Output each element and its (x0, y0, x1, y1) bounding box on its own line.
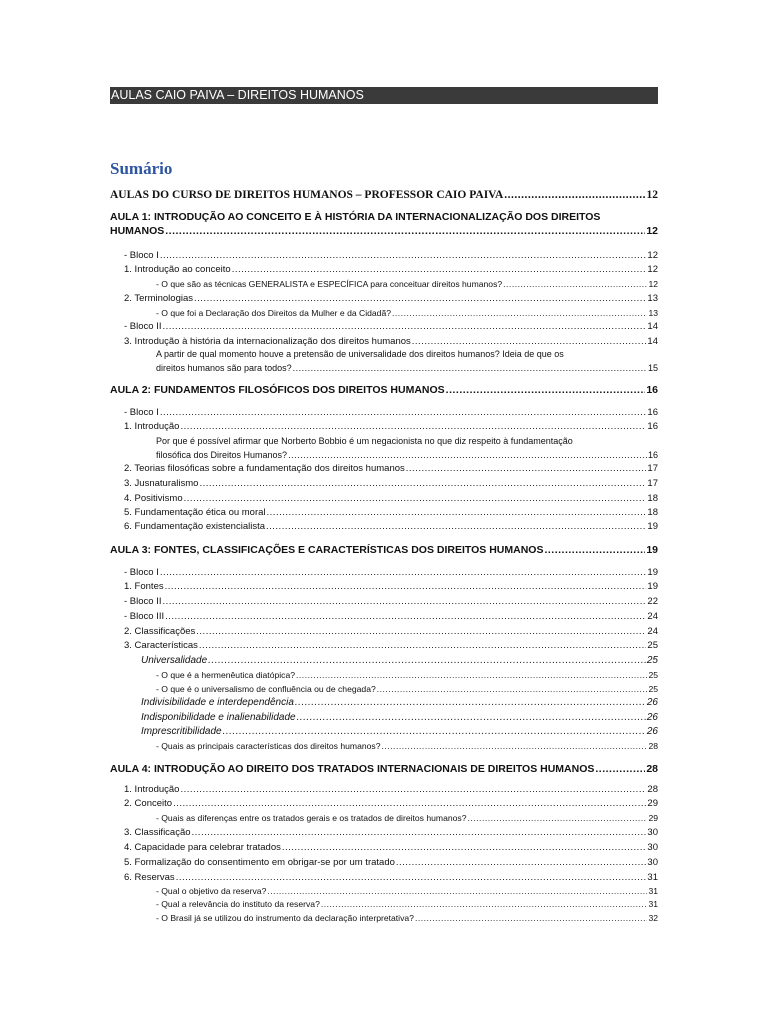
toc-heading: Sumário (110, 159, 173, 178)
toc-entry-title: 2. Conceito (124, 798, 173, 809)
toc-entry[interactable] (156, 912, 658, 924)
toc-entry[interactable] (110, 188, 658, 202)
toc-entry-title: Por que é possível afirmar que Norberto Bobbio é um negacionista no que diz respeito à fundamentação (156, 436, 573, 446)
toc-entry-title: AULA 4: INTRODUÇÃO AO DIREITO DOS TRATADOS INTERNACIONAIS DE DIREITOS HUMANOS (110, 763, 595, 775)
toc-entry[interactable] (124, 580, 658, 593)
toc-entry-page: 25 (648, 684, 658, 694)
toc-entry[interactable] (124, 566, 658, 579)
toc-entry-title: - Bloco III (124, 611, 165, 622)
dot-leader (199, 639, 647, 652)
toc-entry-title: 2. Classificações (124, 626, 196, 637)
toc-entry-text-block (110, 210, 658, 238)
dot-leader (232, 263, 647, 276)
toc-entry[interactable] (124, 841, 658, 854)
toc-entry-page: 29 (647, 798, 658, 809)
toc-entry-page: 25 (647, 640, 658, 651)
dot-leader (180, 783, 646, 796)
dot-leader (415, 912, 647, 924)
toc-entry[interactable] (110, 543, 658, 557)
toc-entry-title: - O que foi a Declaração dos Direitos da Mulher e da Cidadã? (156, 308, 392, 318)
toc-entry-page: 13 (648, 308, 658, 318)
dot-leader (165, 610, 646, 623)
dot-leader (468, 812, 648, 824)
toc-entry-title: Indisponibilidade e inalienabilidade (141, 712, 296, 723)
toc-entry[interactable] (124, 610, 658, 623)
toc-entry-page: 30 (647, 827, 658, 838)
toc-entry[interactable] (156, 434, 658, 462)
dot-leader (377, 683, 648, 695)
toc-entry[interactable] (156, 885, 658, 897)
toc-entry-page: 19 (647, 521, 658, 532)
header-title: AULAS CAIO PAIVA – DIREITOS HUMANOS (111, 88, 364, 102)
dot-leader (192, 826, 647, 839)
toc-entry-title: - O que são as técnicas GENERALISTA e ESPECÍFICA para conceituar direitos humanos? (156, 279, 503, 289)
dot-leader (165, 224, 645, 238)
toc-entry-page: 26 (646, 697, 658, 708)
dot-leader (267, 885, 647, 897)
toc-entry[interactable] (156, 669, 658, 681)
toc-entry-title: 5. Fundamentação ética ou moral (124, 507, 266, 518)
toc-entry-page: 17 (647, 478, 658, 489)
dot-leader (296, 669, 647, 681)
toc-entry[interactable] (124, 420, 658, 433)
toc-entry[interactable] (124, 520, 658, 533)
dot-leader (180, 420, 646, 433)
toc-entry[interactable] (124, 492, 658, 505)
toc-entry-page: 18 (647, 507, 658, 518)
dot-leader (396, 856, 647, 869)
toc-entry-title-continued: HUMANOS (110, 225, 165, 237)
toc-entry[interactable] (124, 826, 658, 839)
dot-leader (293, 361, 647, 375)
toc-entry[interactable] (156, 278, 658, 290)
toc-entry-page: 15 (647, 363, 658, 373)
toc-entry-title: - Bloco I (124, 567, 159, 578)
toc-entry-page: 17 (647, 463, 658, 474)
toc-entry-page: 26 (646, 726, 658, 737)
toc-entry[interactable] (124, 506, 658, 519)
toc-entry-title-continued: direitos humanos são para todos? (156, 363, 292, 373)
toc-entry[interactable] (124, 263, 658, 276)
toc-entry-title: - Quais as diferenças entre os tratados gerais e os tratados de direitos humanos? (156, 813, 467, 823)
toc-entry-title: 4. Positivismo (124, 493, 183, 504)
toc-entry-title: - Qual o objetivo da reserva? (156, 886, 267, 896)
toc-entry-title: - O que é a hermenêutica diatópica? (156, 670, 296, 680)
toc-entry-title: AULA 1: INTRODUÇÃO AO CONCEITO E À HISTÓRIA DA INTERNACIONALIZAÇÃO DOS DIREITOS (110, 211, 601, 223)
dot-leader (173, 797, 646, 810)
toc-entry-title-continued: filosófica dos Direitos Humanos? (156, 450, 288, 460)
toc-entry[interactable] (124, 292, 658, 305)
toc-entry[interactable] (124, 320, 658, 333)
toc-entry-title: 2. Teorias filosóficas sobre a fundamentação dos direitos humanos (124, 463, 405, 474)
dot-leader (321, 898, 648, 910)
toc-entry-page: 31 (648, 886, 658, 896)
toc-entry[interactable] (141, 711, 658, 724)
toc-entry[interactable] (124, 871, 658, 884)
toc-entry-second-line (110, 224, 658, 238)
toc-entry-page: 19 (646, 544, 658, 556)
dot-leader (160, 566, 647, 579)
toc-entry[interactable] (124, 783, 658, 796)
toc-entry[interactable] (124, 639, 658, 652)
toc-entry-title: - Bloco II (124, 321, 162, 332)
toc-entry-title: 1. Fontes (124, 581, 164, 592)
toc-entry-page: 31 (647, 872, 658, 883)
toc-entry-page: 28 (646, 763, 658, 775)
toc-entry[interactable] (124, 625, 658, 638)
toc-entry-page: 26 (646, 712, 658, 723)
toc-entry-page: 14 (647, 321, 658, 332)
toc-entry-page: 30 (647, 857, 658, 868)
dot-leader (165, 580, 647, 593)
toc-entry[interactable] (156, 898, 658, 910)
toc-entry-page: 29 (648, 813, 658, 823)
dot-leader (199, 477, 646, 490)
toc-entry[interactable] (124, 797, 658, 810)
toc-entry[interactable] (110, 762, 658, 776)
dot-leader (194, 292, 646, 305)
toc-entry-page: 32 (648, 913, 658, 923)
dot-leader (196, 625, 646, 638)
dot-leader (595, 762, 645, 776)
dot-leader (176, 871, 647, 884)
toc-entry[interactable] (156, 307, 658, 319)
toc-entry[interactable] (124, 462, 658, 475)
toc-entry-text-block (156, 434, 658, 462)
dot-leader (160, 249, 647, 262)
toc-entry-title: - Bloco II (124, 596, 162, 607)
toc-entry-page: 28 (648, 741, 658, 751)
dot-leader (160, 406, 647, 419)
toc-entry-page: 12 (647, 250, 658, 261)
toc-entry-title: Imprescritibilidade (141, 726, 222, 737)
dot-leader (282, 841, 647, 854)
toc-entry-title: - Bloco I (124, 407, 159, 418)
toc-entry-title: AULA 3: FONTES, CLASSIFICAÇÕES E CARACTERÍSTICAS DOS DIREITOS HUMANOS (110, 544, 544, 556)
toc-entry[interactable] (156, 683, 658, 695)
toc-entry[interactable] (124, 477, 658, 490)
toc-entry[interactable] (156, 347, 658, 375)
toc-entry-second-line (156, 361, 658, 375)
toc-entry[interactable] (110, 383, 658, 397)
toc-entry-title: AULAS DO CURSO DE DIREITOS HUMANOS – PROFESSOR CAIO PAIVA (110, 189, 504, 201)
dot-leader (267, 506, 647, 519)
toc-entry-page: 13 (647, 293, 658, 304)
toc-entry[interactable] (124, 406, 658, 419)
toc-entry-title: 4. Capacidade para celebrar tratados (124, 842, 281, 853)
toc-entry-page: 19 (647, 581, 658, 592)
dot-leader (406, 462, 647, 475)
toc-entry-page: 30 (647, 842, 658, 853)
dot-leader (288, 448, 647, 462)
toc-entry-title: A partir de qual momento houve a pretensão de universalidade dos direitos humanos? Ideia de que os (156, 349, 564, 359)
dot-leader (297, 711, 646, 724)
toc-entry-text-block (156, 347, 658, 375)
toc-entry-second-line (156, 448, 658, 462)
toc-entry-page: 19 (647, 567, 658, 578)
toc-entry[interactable] (110, 210, 658, 238)
toc-entry-page: 16 (647, 421, 658, 432)
toc-entry-title: - O Brasil já se utilizou do instrumento da declaração interpretativa? (156, 913, 414, 923)
toc-entry-page: 18 (647, 493, 658, 504)
toc-entry-page: 24 (647, 626, 658, 637)
toc-entry-title: 3. Classificação (124, 827, 191, 838)
toc-entry-title: AULA 2: FUNDAMENTOS FILOSÓFICOS DOS DIREITOS HUMANOS (110, 384, 445, 396)
toc-entry-title: - O que é o universalismo de confluência ou de chegada? (156, 684, 376, 694)
dot-leader (446, 383, 646, 397)
dot-leader (382, 740, 648, 752)
dot-leader (295, 696, 646, 709)
toc-entry-title: - Bloco I (124, 250, 159, 261)
toc-entry-title: Indivisibilidade e interdependência (141, 697, 294, 708)
toc-entry-page: 12 (646, 225, 658, 237)
toc-entry[interactable] (141, 654, 658, 667)
toc-entry-page: 12 (646, 189, 658, 201)
toc-entry[interactable] (124, 249, 658, 262)
toc-entry-title: 2. Terminologias (124, 293, 194, 304)
toc-entry-title: 1. Introdução (124, 421, 180, 432)
toc-entry-title: Universalidade (141, 655, 208, 666)
toc-entry[interactable] (156, 812, 658, 824)
dot-leader (208, 654, 646, 667)
dot-leader (544, 543, 645, 557)
toc-entry-title: 3. Características (124, 640, 198, 651)
toc-entry[interactable] (124, 595, 658, 608)
toc-entry-title: 3. Jusnaturalismo (124, 478, 199, 489)
toc-entry-page: 16 (647, 450, 658, 460)
toc-entry-title: - Quais as principais características dos direitos humanos? (156, 741, 381, 751)
toc-entry-page: 25 (646, 655, 658, 666)
dot-leader (223, 725, 646, 738)
toc-entry[interactable] (124, 856, 658, 869)
dot-leader (163, 595, 647, 608)
dot-leader (266, 520, 646, 533)
toc-entry-page: 12 (647, 264, 658, 275)
dot-leader (392, 307, 647, 319)
toc-entry-page: 22 (647, 596, 658, 607)
toc-entry[interactable] (141, 725, 658, 738)
toc-entry-title: 6. Reservas (124, 872, 175, 883)
toc-entry-title: 1. Introdução (124, 784, 180, 795)
toc-entry[interactable] (141, 696, 658, 709)
toc-entry-title: - Qual a relevância do instituto da reserva? (156, 899, 320, 909)
dot-leader (503, 278, 647, 290)
dot-leader (184, 492, 647, 505)
toc-entry-page: 16 (646, 384, 658, 396)
dot-leader (163, 320, 647, 333)
toc-entry[interactable] (156, 740, 658, 752)
toc-entry-page: 14 (647, 336, 658, 347)
toc-entry-page: 12 (648, 279, 658, 289)
toc-entry-page: 25 (648, 670, 658, 680)
dot-leader (504, 188, 645, 202)
toc-entry-page: 24 (647, 611, 658, 622)
toc-entry-page: 31 (648, 899, 658, 909)
toc-entry-page: 16 (647, 407, 658, 418)
toc-entry-page: 28 (647, 784, 658, 795)
toc-entry-title: 6. Fundamentação existencialista (124, 521, 265, 532)
toc-entry-title: 1. Introdução ao conceito (124, 264, 231, 275)
toc-entry-title: 3. Introdução à história da internacionalização dos direitos humanos (124, 336, 411, 347)
toc-entry-title: 5. Formalização do consentimento em obrigar-se por um tratado (124, 857, 395, 868)
